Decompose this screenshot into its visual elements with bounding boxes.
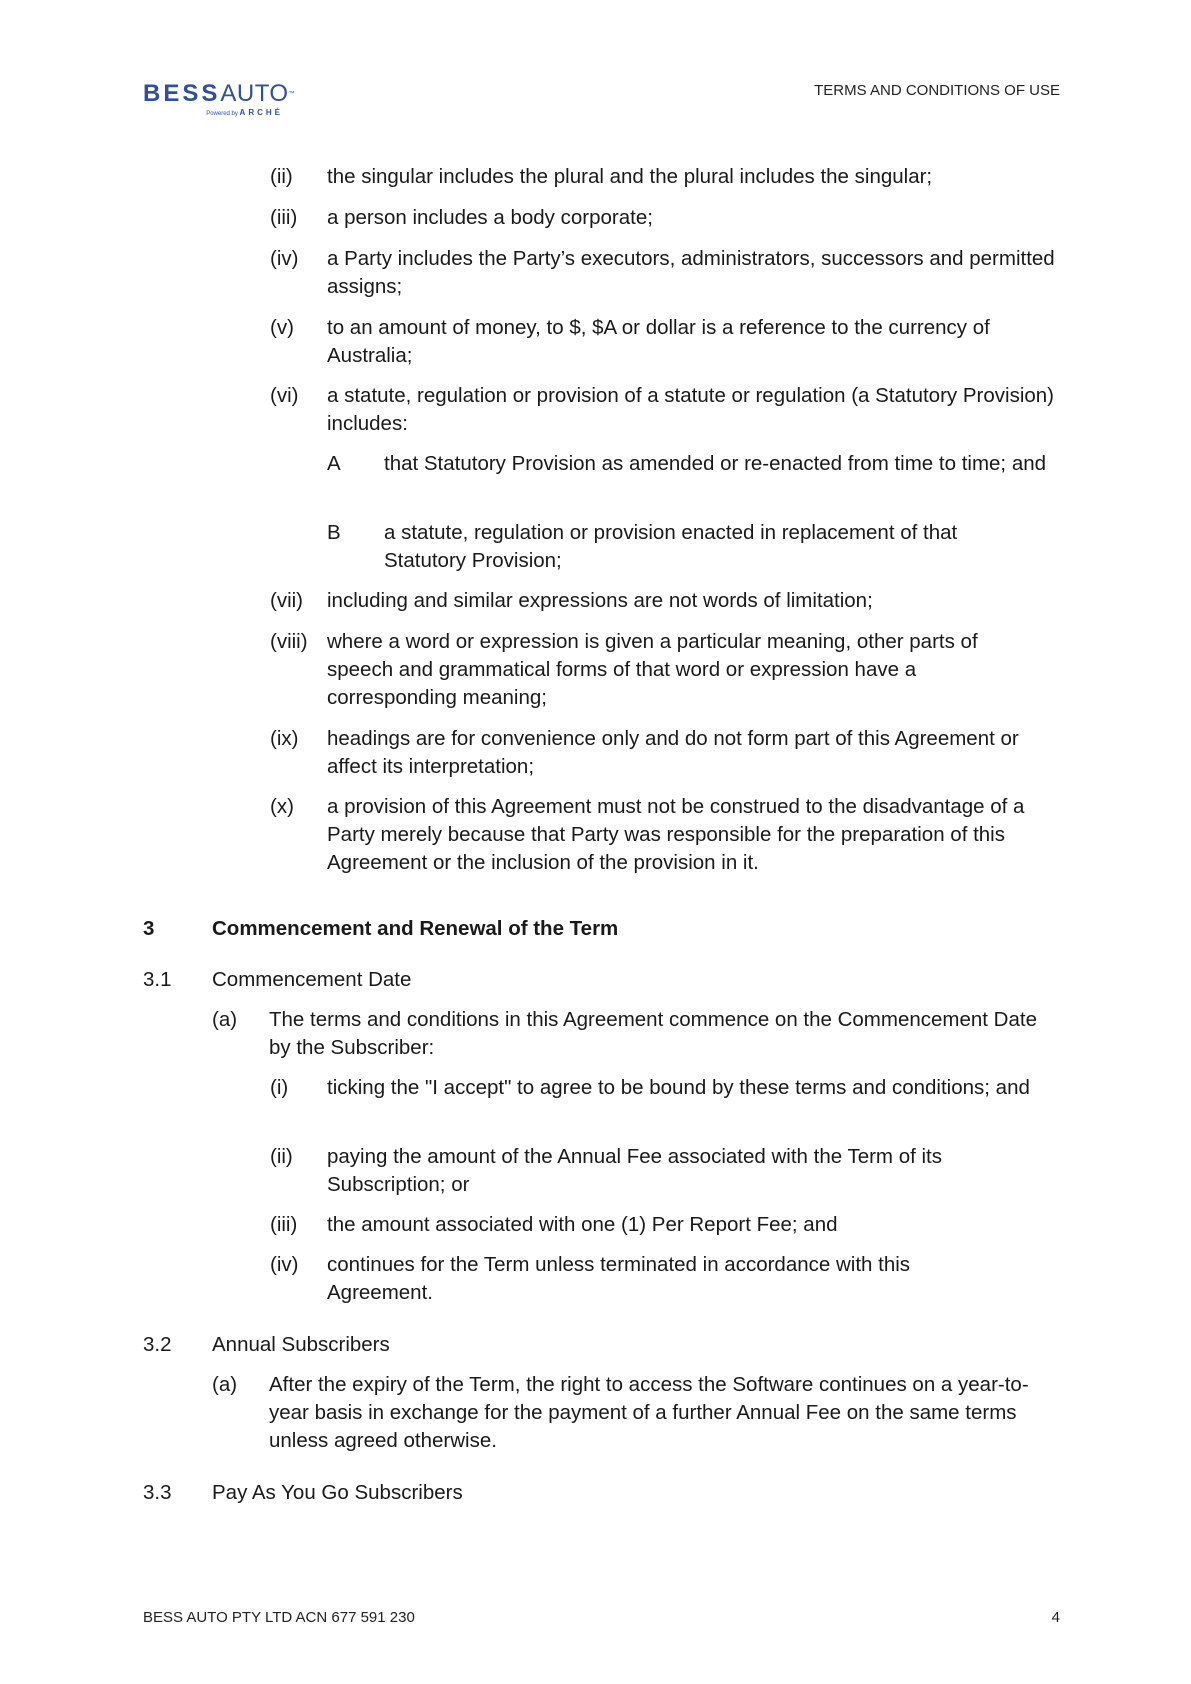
clause-number: (x) [270,795,294,818]
clause-number: (vii) [270,589,304,612]
logo-arche: ARCHÉ [239,108,283,117]
section-number: 3 [143,917,155,940]
logo-brand-bold: BESS [143,80,221,107]
clause-text: a person includes a body corporate; [327,206,653,229]
clause-number: (viii) [270,630,308,653]
subsection-title: Commencement Date [212,968,412,991]
clause-number: (iii) [270,1213,298,1236]
clause-number: (ix) [270,727,299,750]
clause-text: a provision of this Agreement must not be construed to the disadvantage of a Party merely because that Party was responsible for the preparation of this Agreement or the inclusion of the provision in it. [327,795,1025,874]
clause-text: After the expiry of the Term, the right to access the Software continues on a year-to-year basis in exchange for the payment of a further Annual Fee on the same terms unless agreed otherwise. [269,1373,1029,1452]
clause-number: (ii) [270,1145,293,1168]
subsection-number: 3.2 [143,1333,172,1356]
clause-number: (vi) [270,384,299,407]
subsection-number: 3.3 [143,1481,172,1504]
clause-text: continues for the Term unless terminated in accordance with this Agreement. [327,1253,911,1304]
document-title: TERMS AND CONDITIONS OF USE [814,82,1060,99]
clause-number: (a) [212,1008,238,1031]
section-title: Commencement and Renewal of the Term [212,917,619,940]
clause-text: to an amount of money, to $, $A or dollar is a reference to the currency of Australia; [327,316,990,367]
subsection-number: 3.1 [143,968,172,991]
page-number: 4 [1051,1609,1060,1626]
logo-wordmark [143,82,323,106]
logo-brand-light: AUTO [220,80,289,107]
clause-number: (a) [212,1373,238,1396]
clause-text: including and similar expressions are not words of limitation; [327,589,873,612]
clause-text: a Party includes the Party’s executors, administrators, successors and permitted assigns; [327,247,1055,298]
subsection-title: Pay As You Go Subscribers [212,1481,463,1504]
logo-trademark: ™ [288,91,295,97]
footer-company: BESS AUTO PTY LTD ACN 677 591 230 [143,1609,415,1626]
clause-text: where a word or expression is given a particular meaning, other parts of speech and grammatical forms of that word or expression have a corresponding meaning; [327,630,978,709]
clause-number: (i) [270,1076,289,1099]
logo-powered-by-text: Powered by [206,111,238,117]
clause-number: A [327,452,341,475]
clause-number: B [327,521,341,544]
clause-number: (iv) [270,247,299,270]
clause-number: (iii) [270,206,298,229]
brand-logo [143,82,323,117]
clause-text: that Statutory Provision as amended or re-enacted from time to time; and [384,452,1047,475]
clause-text: the singular includes the plural and the plural includes the singular; [327,165,933,188]
clause-number: (iv) [270,1253,299,1276]
clause-text: the amount associated with one (1) Per Report Fee; and [327,1213,838,1236]
logo-powered-by [143,108,323,117]
clause-text: a statute, regulation or provision enacted in replacement of that Statutory Provision; [384,521,958,572]
clause-text: a statute, regulation or provision of a statute or regulation (a Statutory Provision) includes: [327,384,1054,435]
clause-text: The terms and conditions in this Agreement commence on the Commencement Date by the Subscriber: [269,1008,1037,1059]
clause-number: (ii) [270,165,293,188]
clause-text: paying the amount of the Annual Fee associated with the Term of its Subscription; or [327,1145,942,1196]
clause-text: ticking the "I accept" to agree to be bound by these terms and conditions; and [327,1076,1030,1099]
clause-text: headings are for convenience only and do not form part of this Agreement or affect its interpretation; [327,727,1019,778]
clause-number: (v) [270,316,294,339]
subsection-title: Annual Subscribers [212,1333,390,1356]
